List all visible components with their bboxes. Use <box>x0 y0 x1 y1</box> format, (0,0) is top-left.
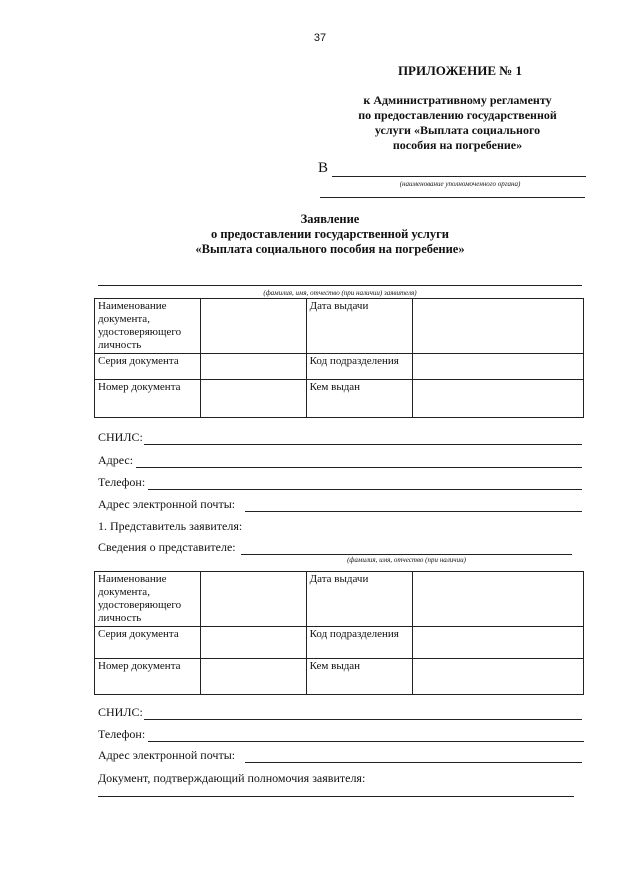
email-label: Адрес электронной почты: <box>98 497 236 511</box>
doc-name-label: Наименование документа, удостоверяющего личность <box>95 299 201 354</box>
number-value[interactable] <box>200 659 306 695</box>
representative-id-table <box>94 571 584 695</box>
address-line <box>136 467 582 468</box>
series-label: Серия документа <box>95 354 201 380</box>
representative-snils-field[interactable] <box>98 705 582 722</box>
page-number: 37 <box>313 32 327 44</box>
regulation-reference <box>325 93 590 153</box>
application-title-line: о предоставлении государственной услуги <box>211 227 449 241</box>
representative-info-line <box>241 554 572 555</box>
application-title-line: Заявление <box>300 212 360 226</box>
issued-by-label: Кем выдан <box>306 380 412 418</box>
series-value[interactable] <box>200 627 306 659</box>
number-label: Номер документа <box>95 659 201 695</box>
series-label: Серия документа <box>95 627 201 659</box>
division-code-value[interactable] <box>412 627 584 659</box>
issued-by-label: Кем выдан <box>306 659 412 695</box>
snils-label: СНИЛС: <box>98 430 143 444</box>
authority-field[interactable] <box>318 160 586 178</box>
table-row <box>95 627 584 659</box>
division-code-label: Код подразделения <box>306 354 412 380</box>
application-title-line: «Выплата социального пособия на погребение» <box>195 242 465 256</box>
issued-by-value[interactable] <box>412 659 584 695</box>
table-row <box>95 354 584 380</box>
snils-line <box>144 444 582 445</box>
number-label: Номер документа <box>95 380 201 418</box>
address-field[interactable] <box>98 453 582 470</box>
issue-date-label: Дата выдачи <box>306 572 412 627</box>
representative-info-label: Сведения о представителе: <box>98 540 236 554</box>
email-line <box>245 511 582 512</box>
email-field[interactable] <box>98 497 582 514</box>
doc-name-label: Наименование документа, удостоверяющего личность <box>95 572 201 627</box>
division-code-value[interactable] <box>412 354 584 380</box>
table-row <box>95 659 584 695</box>
number-value[interactable] <box>200 380 306 418</box>
issue-date-value[interactable] <box>412 572 584 627</box>
appendix-title: ПРИЛОЖЕНИЕ № 1 <box>397 63 523 78</box>
doc-name-value[interactable] <box>200 572 306 627</box>
to-label: В <box>318 160 329 176</box>
phone-label: Телефон: <box>98 727 146 741</box>
email-label: Адрес электронной почты: <box>98 748 236 762</box>
email-line <box>245 762 582 763</box>
applicant-name-line[interactable] <box>98 285 582 286</box>
applicant-caption: (фамилия, имя, отчество (при наличии) заявителя) <box>263 289 417 297</box>
regulation-line: пособия на погребение» <box>392 138 523 152</box>
division-code-label: Код подразделения <box>306 627 412 659</box>
series-value[interactable] <box>200 354 306 380</box>
authority-line-2[interactable] <box>320 197 585 198</box>
regulation-line: услуги «Выплата социального <box>374 123 541 137</box>
phone-field[interactable] <box>98 475 582 492</box>
authority-document-line[interactable] <box>98 796 574 797</box>
authority-document-label: Документ, подтверждающий полномочия заявителя: <box>98 771 366 785</box>
snils-label: СНИЛС: <box>98 705 143 719</box>
representative-heading: 1. Представитель заявителя: <box>98 519 243 533</box>
snils-field[interactable] <box>98 430 582 447</box>
issue-date-label: Дата выдачи <box>306 299 412 354</box>
applicant-id-table <box>94 298 584 418</box>
representative-phone-field[interactable] <box>98 727 584 744</box>
representative-info-field[interactable] <box>98 540 572 557</box>
table-row <box>95 572 584 627</box>
issued-by-value[interactable] <box>412 380 584 418</box>
phone-line <box>148 741 584 742</box>
snils-line <box>144 719 582 720</box>
table-row <box>95 380 584 418</box>
address-label: Адрес: <box>98 453 134 467</box>
application-title <box>150 212 510 257</box>
authority-caption: (наименование уполномоченного органа) <box>399 180 521 188</box>
regulation-line: к Административному регламенту <box>363 93 552 107</box>
phone-line <box>148 489 582 490</box>
issue-date-value[interactable] <box>412 299 584 354</box>
authority-line <box>332 176 586 177</box>
table-row <box>95 299 584 354</box>
representative-caption: (фамилия, имя, отчество (при наличии) <box>347 556 466 564</box>
phone-label: Телефон: <box>98 475 146 489</box>
regulation-line: по предоставлению государственной <box>358 108 557 122</box>
doc-name-value[interactable] <box>200 299 306 354</box>
representative-email-field[interactable] <box>98 748 582 765</box>
